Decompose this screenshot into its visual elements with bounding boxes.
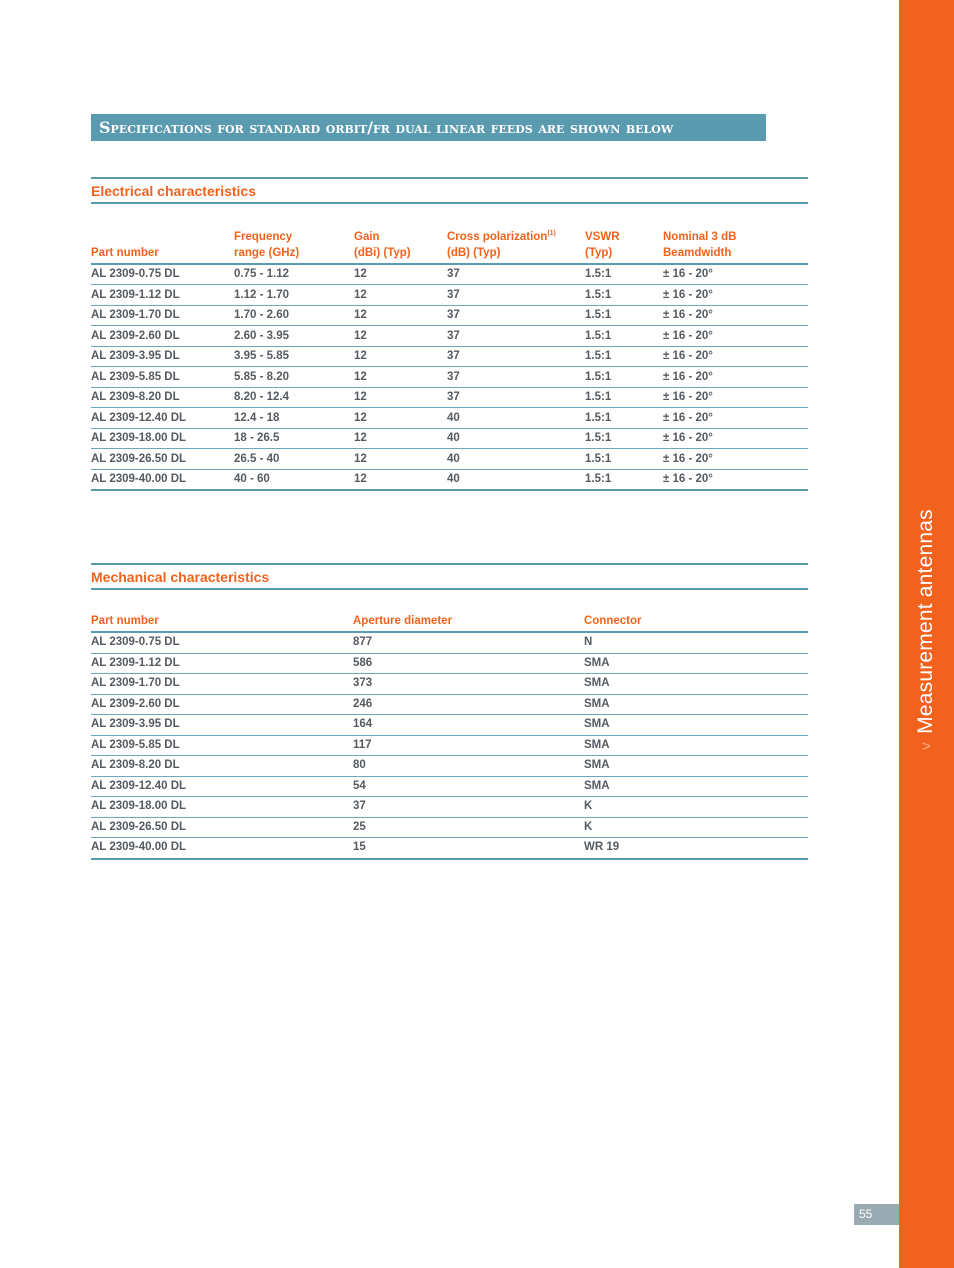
cell-gain: 12 bbox=[354, 326, 447, 347]
cell-part: AL 2309-18.00 DL bbox=[91, 428, 234, 449]
cell-freq: 3.95 - 5.85 bbox=[234, 346, 354, 367]
cell-part: AL 2309-1.12 DL bbox=[91, 285, 234, 306]
table-row bbox=[91, 632, 808, 653]
table-row bbox=[91, 428, 808, 449]
cell-beam: ± 16 - 20° bbox=[663, 264, 808, 285]
cell-freq: 26.5 - 40 bbox=[234, 449, 354, 470]
table-row bbox=[91, 326, 808, 347]
cell-xpol: 40 bbox=[447, 428, 585, 449]
col-connector: Connector bbox=[584, 613, 808, 632]
cell-part: AL 2309-1.70 DL bbox=[91, 674, 353, 695]
col-gain: Gain (dBi) (Typ) bbox=[354, 226, 447, 264]
cell-freq: 2.60 - 3.95 bbox=[234, 326, 354, 347]
electrical-section-heading bbox=[91, 177, 808, 204]
col-beamwidth: Nominal 3 dB Beamdwidth bbox=[663, 226, 808, 264]
table-row bbox=[91, 715, 808, 736]
cell-gain: 12 bbox=[354, 367, 447, 388]
cell-part: AL 2309-3.95 DL bbox=[91, 346, 234, 367]
cell-xpol: 37 bbox=[447, 285, 585, 306]
table-row bbox=[91, 346, 808, 367]
cell-part: AL 2309-18.00 DL bbox=[91, 797, 353, 818]
cell-beam: ± 16 - 20° bbox=[663, 367, 808, 388]
col-cross-polarization: Cross polarization$^{(1)}$ (dB) (Typ) bbox=[447, 226, 585, 264]
cell-connector: SMA bbox=[584, 756, 808, 777]
table-row bbox=[91, 469, 808, 490]
cell-part: AL 2309-1.70 DL bbox=[91, 305, 234, 326]
cell-part: AL 2309-5.85 DL bbox=[91, 735, 353, 756]
table-row bbox=[91, 449, 808, 470]
cell-connector: SMA bbox=[584, 674, 808, 695]
table-row bbox=[91, 674, 808, 695]
cell-xpol: 37 bbox=[447, 387, 585, 408]
table-row bbox=[91, 305, 808, 326]
cell-vswr: 1.5:1 bbox=[585, 305, 663, 326]
cell-part: AL 2309-0.75 DL bbox=[91, 264, 234, 285]
table-row bbox=[91, 838, 808, 859]
cell-connector: SMA bbox=[584, 694, 808, 715]
cell-aperture: 80 bbox=[353, 756, 584, 777]
cell-vswr: 1.5:1 bbox=[585, 367, 663, 388]
cell-freq: 1.70 - 2.60 bbox=[234, 305, 354, 326]
cell-freq: 1.12 - 1.70 bbox=[234, 285, 354, 306]
cell-vswr: 1.5:1 bbox=[585, 469, 663, 490]
col-part-number: Part number bbox=[91, 226, 234, 264]
table-header-row bbox=[91, 613, 808, 632]
cell-gain: 12 bbox=[354, 387, 447, 408]
cell-gain: 12 bbox=[354, 305, 447, 326]
table-row bbox=[91, 387, 808, 408]
cell-part: AL 2309-26.50 DL bbox=[91, 817, 353, 838]
cell-part: AL 2309-2.60 DL bbox=[91, 694, 353, 715]
table-row bbox=[91, 797, 808, 818]
cell-xpol: 37 bbox=[447, 326, 585, 347]
cell-xpol: 40 bbox=[447, 449, 585, 470]
col-part-number: Part number bbox=[91, 613, 353, 632]
cell-connector: N bbox=[584, 632, 808, 653]
cell-part: AL 2309-5.85 DL bbox=[91, 367, 234, 388]
table-row bbox=[91, 367, 808, 388]
table-row bbox=[91, 776, 808, 797]
mechanical-title: Mechanical characteristics bbox=[91, 569, 270, 585]
cell-connector: SMA bbox=[584, 735, 808, 756]
cell-part: AL 2309-8.20 DL bbox=[91, 756, 353, 777]
cell-part: AL 2309-40.00 DL bbox=[91, 838, 353, 859]
cell-aperture: 586 bbox=[353, 653, 584, 674]
cell-vswr: 1.5:1 bbox=[585, 285, 663, 306]
cell-aperture: 877 bbox=[353, 632, 584, 653]
table-row bbox=[91, 285, 808, 306]
cell-connector: WR 19 bbox=[584, 838, 808, 859]
cell-gain: 12 bbox=[354, 449, 447, 470]
cell-aperture: 25 bbox=[353, 817, 584, 838]
cell-beam: ± 16 - 20° bbox=[663, 346, 808, 367]
side-tab-label: Measurement antennas bbox=[914, 509, 937, 734]
cell-beam: ± 16 - 20° bbox=[663, 449, 808, 470]
cell-part: AL 2309-0.75 DL bbox=[91, 632, 353, 653]
cell-aperture: 246 bbox=[353, 694, 584, 715]
cell-xpol: 37 bbox=[447, 264, 585, 285]
cell-freq: 0.75 - 1.12 bbox=[234, 264, 354, 285]
col-aperture-diameter: Aperture diameter bbox=[353, 613, 584, 632]
cell-aperture: 164 bbox=[353, 715, 584, 736]
cell-freq: 18 - 26.5 bbox=[234, 428, 354, 449]
cell-freq: 5.85 - 8.20 bbox=[234, 367, 354, 388]
cell-aperture: 15 bbox=[353, 838, 584, 859]
cell-connector: K bbox=[584, 797, 808, 818]
electrical-title: Electrical characteristics bbox=[91, 183, 256, 199]
cell-connector: K bbox=[584, 817, 808, 838]
cell-vswr: 1.5:1 bbox=[585, 387, 663, 408]
chevron-right-icon: > bbox=[921, 737, 931, 755]
spec-banner: Specifications for standard orbit/fr dual linear feeds are shown below bbox=[91, 114, 766, 141]
col-vswr: VSWR (Typ) bbox=[585, 226, 663, 264]
cell-gain: 12 bbox=[354, 346, 447, 367]
cell-freq: 8.20 - 12.4 bbox=[234, 387, 354, 408]
cell-aperture: 373 bbox=[353, 674, 584, 695]
cell-part: AL 2309-12.40 DL bbox=[91, 776, 353, 797]
cell-part: AL 2309-26.50 DL bbox=[91, 449, 234, 470]
cell-beam: ± 16 - 20° bbox=[663, 326, 808, 347]
cell-part: AL 2309-8.20 DL bbox=[91, 387, 234, 408]
cell-part: AL 2309-2.60 DL bbox=[91, 326, 234, 347]
cell-vswr: 1.5:1 bbox=[585, 346, 663, 367]
cell-aperture: 37 bbox=[353, 797, 584, 818]
cell-vswr: 1.5:1 bbox=[585, 408, 663, 429]
cell-xpol: 37 bbox=[447, 305, 585, 326]
cell-gain: 12 bbox=[354, 428, 447, 449]
electrical-table bbox=[91, 226, 808, 491]
cell-part: AL 2309-1.12 DL bbox=[91, 653, 353, 674]
table-row bbox=[91, 264, 808, 285]
cell-xpol: 40 bbox=[447, 469, 585, 490]
cell-beam: ± 16 - 20° bbox=[663, 285, 808, 306]
cell-beam: ± 16 - 20° bbox=[663, 428, 808, 449]
cell-aperture: 54 bbox=[353, 776, 584, 797]
table-row bbox=[91, 694, 808, 715]
cell-part: AL 2309-40.00 DL bbox=[91, 469, 234, 490]
cell-xpol: 37 bbox=[447, 346, 585, 367]
cell-vswr: 1.5:1 bbox=[585, 428, 663, 449]
cell-freq: 40 - 60 bbox=[234, 469, 354, 490]
side-tab-title bbox=[914, 509, 938, 755]
cell-xpol: 37 bbox=[447, 367, 585, 388]
col-frequency: Frequency range (GHz) bbox=[234, 226, 354, 264]
cell-beam: ± 16 - 20° bbox=[663, 305, 808, 326]
cell-aperture: 117 bbox=[353, 735, 584, 756]
cell-gain: 12 bbox=[354, 285, 447, 306]
table-header-row bbox=[91, 226, 808, 264]
table-row bbox=[91, 756, 808, 777]
table-row bbox=[91, 653, 808, 674]
cell-connector: SMA bbox=[584, 653, 808, 674]
cell-connector: SMA bbox=[584, 776, 808, 797]
cell-beam: ± 16 - 20° bbox=[663, 469, 808, 490]
cell-part: AL 2309-12.40 DL bbox=[91, 408, 234, 429]
page-number: 55 bbox=[854, 1204, 899, 1225]
cell-xpol: 40 bbox=[447, 408, 585, 429]
cell-vswr: 1.5:1 bbox=[585, 326, 663, 347]
cell-gain: 12 bbox=[354, 469, 447, 490]
cell-vswr: 1.5:1 bbox=[585, 264, 663, 285]
cell-gain: 12 bbox=[354, 408, 447, 429]
mechanical-table bbox=[91, 613, 808, 860]
cell-part: AL 2309-3.95 DL bbox=[91, 715, 353, 736]
cell-beam: ± 16 - 20° bbox=[663, 408, 808, 429]
mechanical-section-heading bbox=[91, 563, 808, 590]
table-row bbox=[91, 408, 808, 429]
cell-vswr: 1.5:1 bbox=[585, 449, 663, 470]
cell-beam: ± 16 - 20° bbox=[663, 387, 808, 408]
table-row bbox=[91, 817, 808, 838]
cell-freq: 12.4 - 18 bbox=[234, 408, 354, 429]
table-row bbox=[91, 735, 808, 756]
cell-connector: SMA bbox=[584, 715, 808, 736]
cell-gain: 12 bbox=[354, 264, 447, 285]
